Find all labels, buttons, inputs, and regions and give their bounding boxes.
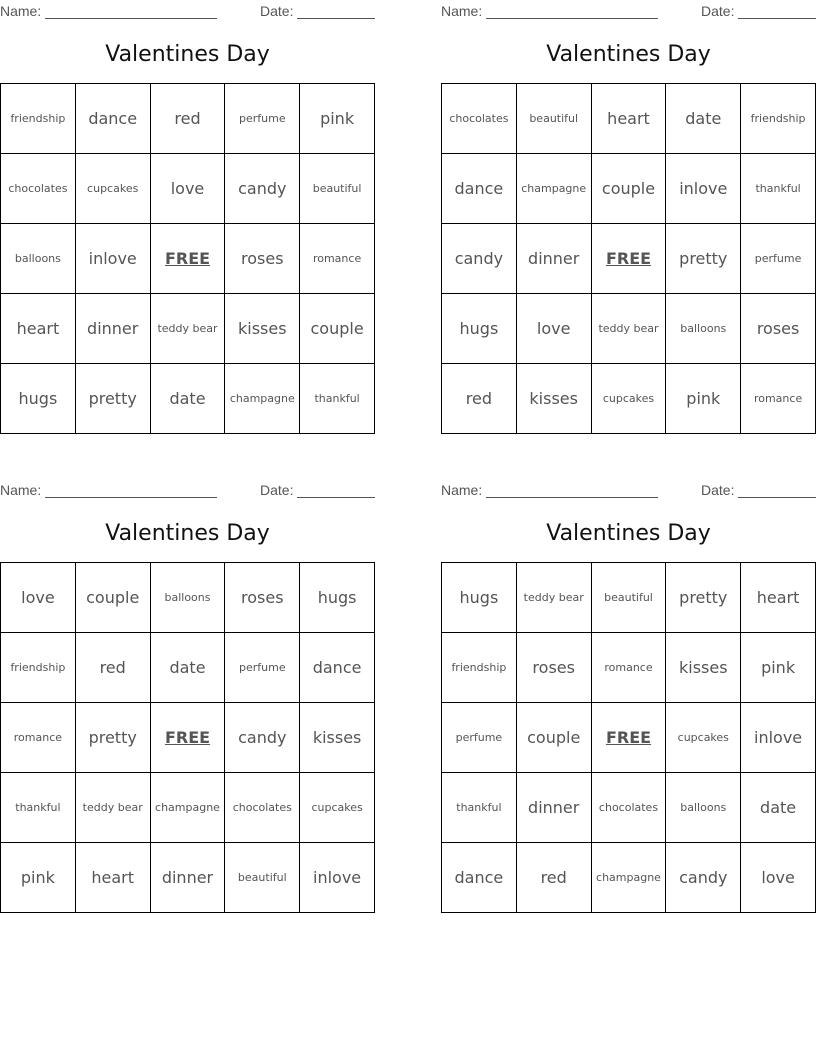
- bingo-cell[interactable]: chocolates: [225, 773, 300, 843]
- bingo-cell[interactable]: romance: [1, 703, 76, 773]
- bingo-cell[interactable]: balloons: [1, 224, 76, 294]
- free-space[interactable]: FREE: [151, 703, 226, 773]
- bingo-cell[interactable]: couple: [300, 294, 375, 364]
- bingo-cell[interactable]: beautiful: [300, 154, 375, 224]
- bingo-cell[interactable]: teddy bear: [592, 294, 667, 364]
- bingo-cell[interactable]: heart: [76, 843, 151, 913]
- card-title: Valentines Day: [546, 42, 711, 67]
- bingo-cell[interactable]: champagne: [225, 364, 300, 434]
- bingo-cell[interactable]: chocolates: [592, 773, 667, 843]
- name-label: Name:: [441, 482, 483, 498]
- date-label: Date:: [260, 3, 294, 19]
- bingo-cell[interactable]: beautiful: [517, 84, 592, 154]
- bingo-cell[interactable]: dance: [442, 154, 517, 224]
- bingo-cell[interactable]: pretty: [76, 703, 151, 773]
- bingo-cell[interactable]: candy: [225, 703, 300, 773]
- bingo-cell[interactable]: dinner: [76, 294, 151, 364]
- date-blank: [738, 3, 816, 19]
- free-space[interactable]: FREE: [592, 224, 667, 294]
- bingo-cell[interactable]: perfume: [225, 84, 300, 154]
- card-header: [0, 482, 375, 498]
- date-blank: [297, 482, 375, 498]
- bingo-cell[interactable]: date: [666, 84, 741, 154]
- bingo-cell[interactable]: love: [151, 154, 226, 224]
- card-header: [441, 3, 816, 19]
- bingo-cell[interactable]: candy: [442, 224, 517, 294]
- bingo-cell[interactable]: kisses: [666, 633, 741, 703]
- name-blank: [45, 3, 217, 19]
- bingo-cell[interactable]: couple: [517, 703, 592, 773]
- name-label: Name:: [0, 3, 42, 19]
- bingo-cell[interactable]: date: [151, 633, 226, 703]
- date-label: Date:: [701, 3, 735, 19]
- card-title: Valentines Day: [546, 521, 711, 546]
- bingo-cell[interactable]: inlove: [76, 224, 151, 294]
- bingo-cell[interactable]: dance: [300, 633, 375, 703]
- card-title: Valentines Day: [105, 42, 270, 67]
- bingo-cell[interactable]: hugs: [442, 563, 517, 633]
- date-label: Date:: [260, 482, 294, 498]
- bingo-cell[interactable]: date: [741, 773, 816, 843]
- bingo-cell[interactable]: pink: [1, 843, 76, 913]
- name-label: Name:: [441, 3, 483, 19]
- bingo-cell[interactable]: dinner: [151, 843, 226, 913]
- bingo-cell[interactable]: beautiful: [592, 563, 667, 633]
- bingo-cell[interactable]: red: [151, 84, 226, 154]
- name-label: Name:: [0, 482, 42, 498]
- bingo-cell[interactable]: perfume: [225, 633, 300, 703]
- bingo-cell[interactable]: couple: [76, 563, 151, 633]
- bingo-cell[interactable]: kisses: [225, 294, 300, 364]
- bingo-cell[interactable]: friendship: [1, 633, 76, 703]
- bingo-cell[interactable]: heart: [741, 563, 816, 633]
- bingo-cell[interactable]: teddy bear: [76, 773, 151, 843]
- bingo-cell[interactable]: thankful: [300, 364, 375, 434]
- bingo-grid: [441, 83, 816, 434]
- bingo-cell[interactable]: inlove: [666, 154, 741, 224]
- bingo-grid: [441, 562, 816, 913]
- bingo-cell[interactable]: beautiful: [225, 843, 300, 913]
- bingo-cell[interactable]: cupcakes: [300, 773, 375, 843]
- bingo-grid: [0, 562, 375, 913]
- bingo-cell[interactable]: romance: [592, 633, 667, 703]
- bingo-cell[interactable]: balloons: [666, 773, 741, 843]
- bingo-cell[interactable]: date: [151, 364, 226, 434]
- bingo-cell[interactable]: teddy bear: [517, 563, 592, 633]
- bingo-cell[interactable]: roses: [225, 224, 300, 294]
- bingo-cell[interactable]: romance: [741, 364, 816, 434]
- bingo-cell[interactable]: pretty: [76, 364, 151, 434]
- bingo-cell[interactable]: dance: [76, 84, 151, 154]
- free-space[interactable]: FREE: [592, 703, 667, 773]
- bingo-cell[interactable]: hugs: [442, 294, 517, 364]
- bingo-cell[interactable]: cupcakes: [76, 154, 151, 224]
- bingo-cell[interactable]: thankful: [741, 154, 816, 224]
- bingo-cell[interactable]: candy: [666, 843, 741, 913]
- bingo-cell[interactable]: roses: [741, 294, 816, 364]
- bingo-cell[interactable]: heart: [1, 294, 76, 364]
- bingo-cell[interactable]: balloons: [151, 563, 226, 633]
- bingo-cell[interactable]: couple: [592, 154, 667, 224]
- name-blank: [486, 3, 658, 19]
- bingo-cell[interactable]: candy: [225, 154, 300, 224]
- bingo-cell[interactable]: balloons: [666, 294, 741, 364]
- bingo-card-1: [0, 0, 375, 434]
- date-blank: [297, 3, 375, 19]
- bingo-cell[interactable]: red: [76, 633, 151, 703]
- card-header: [0, 3, 375, 19]
- bingo-card-2: [441, 0, 816, 434]
- bingo-cell[interactable]: hugs: [300, 563, 375, 633]
- bingo-cell[interactable]: kisses: [300, 703, 375, 773]
- bingo-cell[interactable]: hugs: [1, 364, 76, 434]
- bingo-cell[interactable]: friendship: [741, 84, 816, 154]
- date-blank: [738, 482, 816, 498]
- bingo-cell[interactable]: pink: [666, 364, 741, 434]
- bingo-cell[interactable]: dance: [442, 843, 517, 913]
- bingo-card-3: [0, 479, 375, 913]
- bingo-cell[interactable]: romance: [300, 224, 375, 294]
- bingo-cell[interactable]: red: [442, 364, 517, 434]
- bingo-cell[interactable]: love: [741, 843, 816, 913]
- bingo-cell[interactable]: red: [517, 843, 592, 913]
- bingo-cell[interactable]: chocolates: [1, 154, 76, 224]
- bingo-cell[interactable]: roses: [517, 633, 592, 703]
- bingo-cell[interactable]: kisses: [517, 364, 592, 434]
- date-label: Date:: [701, 482, 735, 498]
- bingo-cell[interactable]: friendship: [442, 633, 517, 703]
- bingo-cell[interactable]: love: [1, 563, 76, 633]
- bingo-cell[interactable]: thankful: [442, 773, 517, 843]
- bingo-cell[interactable]: teddy bear: [151, 294, 226, 364]
- bingo-cell[interactable]: pretty: [666, 563, 741, 633]
- bingo-cell[interactable]: pink: [300, 84, 375, 154]
- free-space[interactable]: FREE: [151, 224, 226, 294]
- bingo-cell[interactable]: champagne: [592, 843, 667, 913]
- bingo-card-4: [441, 479, 816, 913]
- bingo-cell[interactable]: champagne: [517, 154, 592, 224]
- bingo-cell[interactable]: thankful: [1, 773, 76, 843]
- bingo-cell[interactable]: dinner: [517, 773, 592, 843]
- bingo-cell[interactable]: inlove: [300, 843, 375, 913]
- bingo-cell[interactable]: perfume: [442, 703, 517, 773]
- card-title: Valentines Day: [105, 521, 270, 546]
- bingo-cell[interactable]: champagne: [151, 773, 226, 843]
- bingo-cell[interactable]: cupcakes: [592, 364, 667, 434]
- bingo-cell[interactable]: roses: [225, 563, 300, 633]
- bingo-cell[interactable]: chocolates: [442, 84, 517, 154]
- bingo-cell[interactable]: love: [517, 294, 592, 364]
- name-blank: [486, 482, 658, 498]
- bingo-cell[interactable]: inlove: [741, 703, 816, 773]
- bingo-cell[interactable]: pretty: [666, 224, 741, 294]
- bingo-cell[interactable]: pink: [741, 633, 816, 703]
- name-blank: [45, 482, 217, 498]
- bingo-cell[interactable]: friendship: [1, 84, 76, 154]
- bingo-cell[interactable]: cupcakes: [666, 703, 741, 773]
- bingo-cell[interactable]: dinner: [517, 224, 592, 294]
- card-header: [441, 482, 816, 498]
- bingo-cell[interactable]: perfume: [741, 224, 816, 294]
- bingo-cell[interactable]: heart: [592, 84, 667, 154]
- bingo-grid: [0, 83, 375, 434]
